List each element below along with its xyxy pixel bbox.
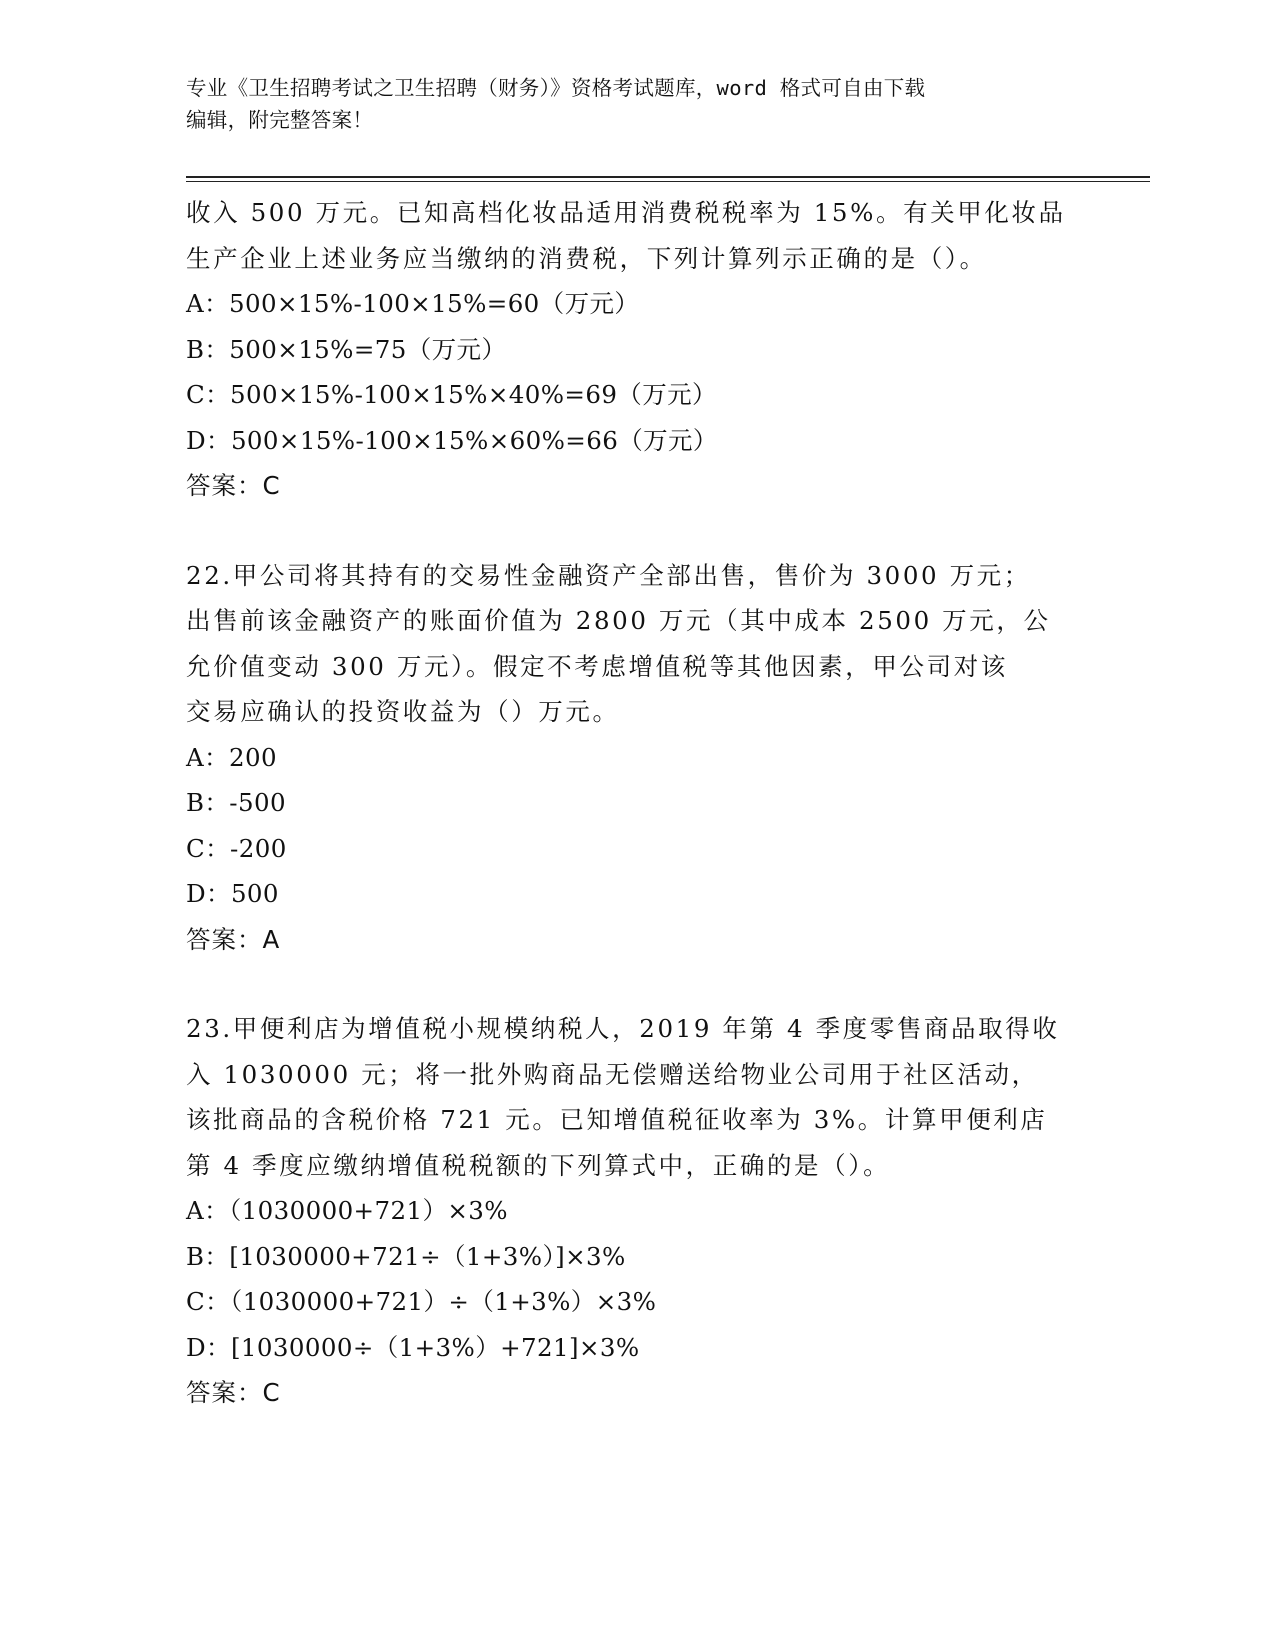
option-b: B：-500 [186, 788, 286, 817]
question-text-line: 22.甲公司将其持有的交易性金融资产全部出售，售价为 3000 万元； [186, 560, 1031, 590]
document-header [186, 72, 1086, 136]
question-block [186, 1006, 1086, 1416]
option-list [186, 281, 1086, 463]
question-text [186, 1006, 1086, 1188]
question-list [186, 190, 1086, 1416]
header-line-1: 专业《卫生招聘考试之卫生招聘（财务）》资格考试题库，word 格式可自由下载 [186, 76, 926, 100]
header-line-2: 编辑，附完整答案！ [186, 108, 374, 132]
answer-line: 答案：A [186, 924, 281, 954]
option-list [186, 735, 1086, 917]
answer-line: 答案：C [186, 471, 281, 500]
option-c: C：（1030000+721）÷（1+3%）×3% [186, 1287, 657, 1316]
option-a: A：（1030000+721）×3% [186, 1196, 508, 1225]
question-block [186, 553, 1086, 963]
option-c: C：-200 [186, 833, 287, 863]
option-b: B：[1030000+721÷（1+3%）]×3% [186, 1241, 626, 1271]
option-d: D：500 [186, 879, 279, 908]
question-text-line: 入 1030000 元；将一批外购商品无偿赠送给物业公司用于社区活动， [186, 1059, 1039, 1089]
header-divider-thick [186, 176, 1150, 178]
question-text-line: 交易应确认的投资收益为（）万元。 [186, 697, 620, 726]
question-text [186, 190, 1086, 281]
option-c: C：500×15%-100×15%×40%=69（万元） [186, 380, 717, 409]
question-text-line: 生产企业上述业务应当缴纳的消费税，下列计算列示正确的是（）。 [186, 243, 987, 273]
question-text-line: 出售前该金融资产的账面价值为 2800 万元（其中成本 2500 万元，公 [186, 606, 1051, 635]
question-text-line: 该批商品的含税价格 721 元。已知增值税征收率为 3%。计算甲便利店 [186, 1105, 1048, 1134]
option-d: D：[1030000÷（1+3%）+721]×3% [186, 1332, 640, 1362]
option-a: A：500×15%-100×15%=60（万元） [186, 289, 640, 318]
option-list [186, 1188, 1086, 1370]
question-text-line: 23.甲便利店为增值税小规模纳税人，2019 年第 4 季度零售商品取得收 [186, 1014, 1060, 1043]
option-d: D：500×15%-100×15%×60%=66（万元） [186, 425, 718, 455]
answer-line: 答案：C [186, 1378, 281, 1407]
question-block [186, 190, 1086, 509]
question-text [186, 553, 1086, 735]
header-divider-thin [186, 181, 1150, 182]
option-b: B：500×15%=75（万元） [186, 334, 507, 364]
question-text-line: 收入 500 万元。已知高档化妆品适用消费税税率为 15%。有关甲化妆品 [186, 198, 1066, 227]
question-text-line: 第 4 季度应缴纳增值税税额的下列算式中，正确的是（）。 [186, 1150, 891, 1180]
option-a: A：200 [186, 742, 277, 772]
question-text-line: 允价值变动 300 万元）。假定不考虑增值税等其他因素，甲公司对该 [186, 651, 1008, 681]
